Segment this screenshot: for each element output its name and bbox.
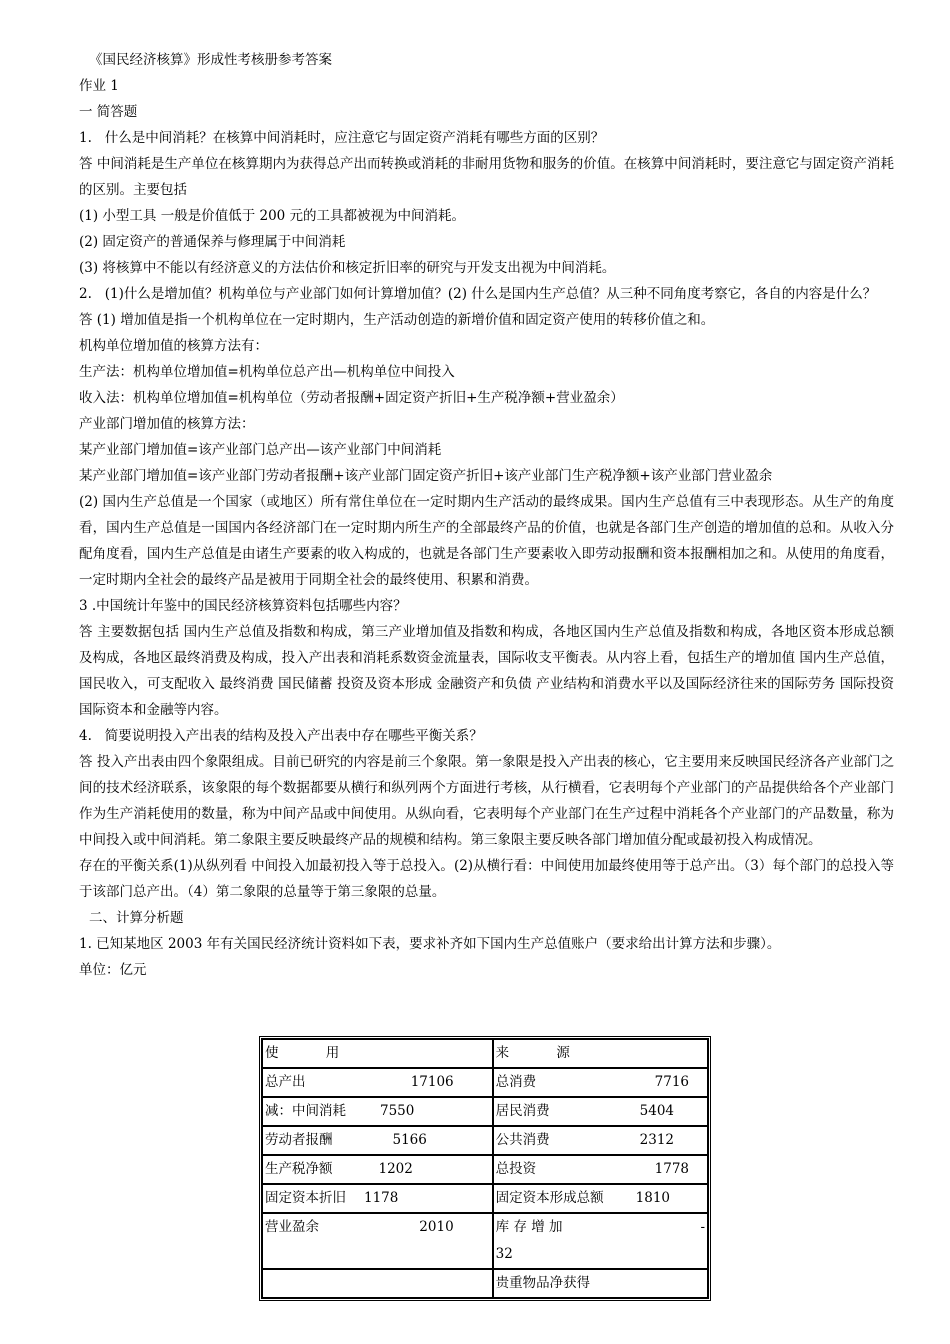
row-label: 库 存 增 加 — [495, 1219, 563, 1235]
section-heading-calculation: 二、计算分析题 — [89, 910, 184, 926]
row-value: 5404 — [639, 1103, 675, 1119]
row-value: 17106 — [410, 1074, 454, 1090]
table-row — [262, 1097, 708, 1126]
row-value: 2010 — [419, 1219, 454, 1235]
header-uses: 使 用 — [262, 1039, 493, 1068]
row-value: 1810 — [635, 1190, 671, 1206]
answer-2-line-3: 生产法：机构单位增加值=机构单位总产出—机构单位中间投入 — [79, 364, 455, 380]
row-value: - — [700, 1219, 705, 1235]
answer-1-point-2: (2) 固定资产的普通保养与修理属于中间消耗 — [79, 234, 346, 250]
row-label: 生产税净额 — [265, 1161, 333, 1177]
assignment-heading: 作业 1 — [79, 78, 119, 94]
table-header-row — [262, 1039, 708, 1068]
answer-1-point-3: (3) 将核算中不能以有经济意义的方法估价和核定折旧率的研究与开发支出视为中间消耗。 — [79, 260, 616, 276]
row-label: 总产出 — [265, 1074, 306, 1090]
row-value: 5166 — [392, 1132, 427, 1148]
answer-3: 答 主要数据包括 国内生产总值及指数和构成，第三产业增加值及指数和构成，各地区国内生产总值及指数和构成，各地区资本形成总额及构成，各地区最终消费及构成，投入产出表和消耗系数资金流量表，国际收支平衡表。从内容上看，包括生产的增加值 国内生产总值，国民收入，可支配收入 最终消费 国民储蓄 投资及资本形成 金融资产和负债 产业结构和消费水平以及国际经济往来的国际劳务 国际投资 国际资本和金融等内容。 — [79, 624, 894, 718]
answer-2-line-1: 答 (1) 增加值是指一个机构单位在一定时期内，生产活动创造的新增价值和固定资产使用的转移价值之和。 — [79, 312, 715, 328]
answer-2-line-2: 机构单位增加值的核算方法有： — [79, 338, 268, 354]
document-body — [79, 47, 894, 983]
row-label: 固定资本形成总额 — [495, 1190, 604, 1206]
answer-2-line-5: 产业部门增加值的核算方法： — [79, 416, 255, 432]
row-label: 公共消费 — [495, 1132, 550, 1148]
row-label: 总投资 — [495, 1161, 537, 1177]
unit-label: 单位：亿元 — [79, 962, 147, 978]
row-value: 2312 — [639, 1132, 675, 1148]
question-2: 2. (1)什么是增加值？机构单位与产业部门如何计算增加值？(2) 什么是国内生产总值？从三种不同角度考察它，各自的内容是什么？ — [79, 286, 877, 302]
row-label: 居民消费 — [495, 1103, 550, 1119]
question-4: 4. 简要说明投入产出表的结构及投入产出表中存在哪些平衡关系？ — [79, 728, 483, 744]
row-value: 1202 — [378, 1161, 413, 1177]
answer-2-line-4: 收入法：机构单位增加值=机构单位（劳动者报酬+固定资产折旧+生产税净额+营业盈余） — [79, 390, 624, 406]
answer-2-line-6: 某产业部门增加值=该产业部门总产出—该产业部门中间消耗 — [79, 442, 442, 458]
row-value: 7550 — [380, 1103, 415, 1119]
question-1: 1. 什么是中间消耗？在核算中间消耗时，应注意它与固定资产消耗有哪些方面的区别？ — [79, 130, 605, 146]
answer-4-balance: 存在的平衡关系(1)从纵列看 中间投入加最初投入等于总投入。(2)从横行看：中间使用加最终使用等于总产出。（3）每个部门的总投入等于该部门总产出。（4）第二象限的总量等于第三象限的总量。 — [79, 858, 894, 900]
row-label: 总消费 — [495, 1074, 537, 1090]
row-label: 减：中间消耗 — [265, 1103, 346, 1119]
table-row — [262, 1155, 708, 1184]
answer-2-line-7: 某产业部门增加值=该产业部门劳动者报酬+该产业部门固定资产折旧+该产业部门生产税净额+该产业部门营业盈余 — [79, 468, 773, 484]
answer-4: 答 投入产出表由四个象限组成。目前已研究的内容是前三个象限。第一象限是投入产出表的核心，它主要用来反映国民经济各产业部门之间的技术经济联系，该象限的每个数据都要从横行和纵列两个方面进行考核，从行横看，它表明每个产业部门的产品提供给各个产业部门作为生产消耗使用的数量，称为中间产品或中间使用。从纵向看，它表明每个产业部门在生产过程中消耗各个产业部门的产品数量，称为中间投入或中间消耗。第二象限主要反映最终产品的规模和结构。第三象限主要反映各部门增加值分配或最初投入构成情况。 — [79, 754, 894, 848]
row-value: 1178 — [364, 1190, 399, 1206]
section-heading-short-answer: 一 简答题 — [79, 104, 138, 120]
gdp-account-table — [259, 1036, 711, 1301]
table-row — [262, 1068, 708, 1097]
row-value: 1778 — [654, 1161, 689, 1177]
table-row — [262, 1213, 708, 1269]
row-label: 劳动者报酬 — [265, 1132, 333, 1148]
question-3: 3 .中国统计年鉴中的国民经济核算资料包括哪些内容？ — [79, 598, 407, 614]
answer-2-paragraph-2: (2) 国内生产总值是一个国家（或地区）所有常住单位在一定时期内生产活动的最终成果。国内生产总值有三中表现形态。从生产的角度看，国内生产总值是一国国内各经济部门在一定时期内所生产的全部最终产品的价值，也就是各部门生产创造的增加值的总和。从收入分配角度看，国内生产总值是由诸生产要素的收入构成的，也就是各部门生产要素收入即劳动报酬和资本报酬相加之和。从使用的角度看，一定时期内全社会的最终产品是被用于同期全社会的最终使用、积累和消费。 — [79, 494, 894, 588]
row-label: 固定资本折旧 — [265, 1190, 346, 1206]
row-value-continued: 32 — [495, 1246, 513, 1262]
row-value: 7716 — [654, 1074, 689, 1090]
row-label: 贵重物品净获得 — [495, 1275, 591, 1291]
answer-1: 答 中间消耗是生产单位在核算期内为获得总产出而转换或消耗的非耐用货物和服务的价值。在核算中间消耗时，要注意它与固定资产消耗的区别。主要包括 — [79, 156, 894, 198]
row-label: 营业盈余 — [265, 1219, 319, 1235]
document-title: 《国民经济核算》形成性考核册参考答案 — [89, 52, 332, 68]
answer-1-point-1: (1) 小型工具 一般是价值低于 200 元的工具都被视为中间消耗。 — [79, 208, 466, 224]
calc-question-1: 1. 已知某地区 2003 年有关国民经济统计资料如下表，要求补齐如下国内生产总值账户（要求给出计算方法和步骤）。 — [79, 936, 781, 952]
table-row — [262, 1126, 708, 1155]
table-row — [262, 1269, 708, 1298]
table-row — [262, 1184, 708, 1213]
header-sources: 来 源 — [493, 1039, 708, 1068]
